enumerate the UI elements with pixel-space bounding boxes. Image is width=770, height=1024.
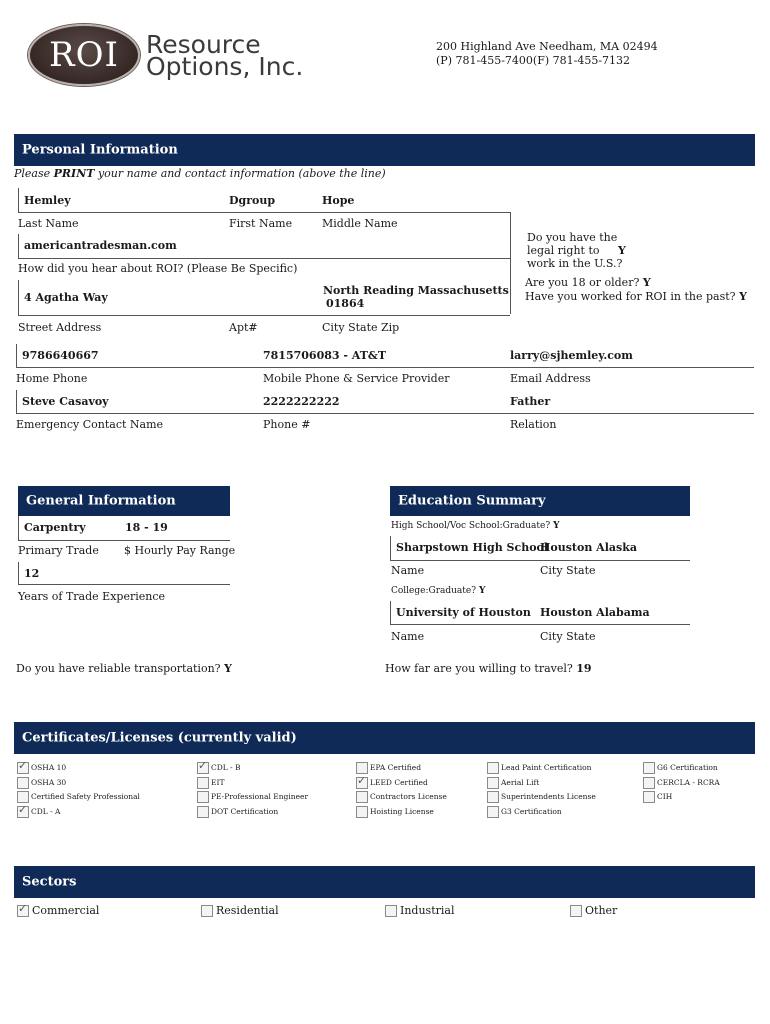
hs-graduate-answer[interactable]: Y — [553, 521, 560, 531]
first-name-label: First Name — [229, 217, 293, 230]
age-question — [525, 276, 651, 289]
certificate-checkbox[interactable] — [356, 773, 368, 789]
years-value[interactable]: 12 — [24, 567, 40, 580]
travel-question-text: How far are you willing to travel? — [385, 662, 573, 675]
home-phone-value[interactable]: 9786640667 — [22, 349, 99, 362]
sector-checkbox[interactable] — [385, 905, 397, 917]
apt-label: Apt# — [229, 321, 258, 334]
legal-right-q2: legal right to — [527, 244, 600, 257]
transportation-question — [16, 662, 232, 675]
pay-range-label: $ Hourly Pay Range — [124, 544, 236, 557]
transportation-answer[interactable]: Y — [224, 662, 232, 675]
hs-name-label: Name — [391, 564, 425, 577]
legal-right-answer[interactable]: Y — [618, 244, 626, 257]
hs-name-value[interactable]: Sharpstown High School — [396, 541, 549, 554]
certificate-label: DOT Certification — [211, 806, 279, 816]
worked-answer[interactable]: Y — [739, 290, 747, 303]
certificate-label: Superintendents License — [501, 792, 596, 801]
certificate-checkbox[interactable] — [487, 806, 499, 818]
check-mark-icon: ✓ — [198, 759, 208, 772]
personal-info-header — [14, 134, 755, 166]
college-city-value[interactable]: Houston Alabama — [540, 606, 650, 619]
education-header — [390, 486, 690, 516]
certificate-label: Hoisting License — [370, 806, 434, 816]
certificate-label: G6 Certification — [657, 763, 718, 772]
zip-value[interactable]: 01864 — [326, 297, 365, 310]
company-phones: (P) 781-455-7400(F) 781-455-7132 — [436, 54, 631, 67]
relation-label: Relation — [510, 418, 557, 431]
company-name — [146, 30, 304, 81]
certificate-label: Contractors License — [370, 792, 447, 801]
logo-text: ROI — [49, 35, 119, 75]
sector-label: Other — [585, 904, 618, 917]
certificate-checkbox[interactable] — [197, 806, 209, 818]
hs-city-label: City State — [540, 564, 596, 577]
instruction-post: your name and contact information (above the line) — [94, 167, 386, 180]
certificate-label: CIH — [657, 792, 673, 801]
certificate-label: G3 Certification — [501, 806, 562, 816]
city-state-value[interactable]: North Reading Massachusetts — [323, 284, 509, 297]
sector-checkbox[interactable] — [570, 905, 582, 917]
emergency-phone-label: Phone # — [263, 418, 311, 431]
age-question-text: Are you 18 or older? — [525, 276, 640, 289]
instruction-pre: Please — [14, 167, 54, 180]
heard-about-label: How did you hear about ROI? (Please Be Specific) — [18, 262, 298, 275]
trade-label: Primary Trade — [18, 544, 99, 557]
certificate-checkbox[interactable] — [17, 759, 29, 774]
sector-label: Residential — [216, 904, 279, 917]
college-question-text: College:Graduate? — [391, 586, 477, 596]
legal-right-q1: Do you have the — [527, 231, 618, 244]
certificate-checkbox[interactable] — [197, 791, 209, 803]
sector-checkbox[interactable] — [201, 905, 213, 917]
sector-label: Commercial — [32, 904, 100, 917]
company-name-line2: Options, Inc. — [146, 52, 304, 81]
instruction-bold: PRINT — [53, 167, 95, 180]
check-mark-icon: ✓ — [18, 802, 28, 816]
street-value[interactable]: 4 Agatha Way — [24, 291, 108, 304]
roi-logo — [28, 24, 140, 86]
certificate-label: OSHA 10 — [31, 763, 67, 772]
certificate-checkbox[interactable] — [487, 762, 499, 774]
certificate-checkbox[interactable] — [643, 791, 655, 803]
certificate-label: CDL - A — [31, 806, 61, 816]
college-name-value[interactable]: University of Houston — [396, 606, 531, 619]
sectors-header — [14, 866, 755, 898]
first-name-value[interactable]: Dgroup — [229, 194, 276, 207]
hs-graduate-question — [391, 521, 560, 531]
college-graduate-question — [391, 586, 485, 596]
sector-label: Industrial — [400, 904, 455, 917]
college-city-label: City State — [540, 630, 596, 643]
check-mark-icon: ✓ — [18, 902, 28, 915]
certificate-checkbox[interactable] — [197, 759, 209, 774]
certificate-label: CDL - B — [211, 763, 241, 772]
emergency-phone-value[interactable]: 2222222222 — [263, 395, 340, 408]
years-label: Years of Trade Experience — [18, 590, 165, 603]
pay-range-value[interactable]: 18 - 19 — [125, 521, 168, 534]
personal-info-title: Personal Information — [22, 142, 178, 158]
certificate-checkbox[interactable] — [356, 791, 368, 803]
certificate-label: EIT — [211, 777, 225, 787]
certificates-header — [14, 722, 755, 754]
company-name-line1: Resource — [146, 30, 261, 59]
last-name-value[interactable]: Hemley — [24, 194, 71, 207]
worked-question — [525, 290, 747, 303]
certificate-checkbox[interactable] — [17, 791, 29, 803]
check-mark-icon: ✓ — [357, 773, 367, 787]
middle-name-label: Middle Name — [322, 217, 398, 230]
home-phone-label: Home Phone — [16, 372, 88, 385]
certificate-label: Lead Paint Certification — [501, 763, 592, 772]
college-graduate-answer[interactable]: Y — [478, 586, 486, 596]
mobile-phone-label: Mobile Phone & Service Provider — [263, 372, 450, 385]
travel-answer[interactable]: 19 — [576, 662, 592, 675]
hs-city-value[interactable]: Houston Alaska — [540, 541, 637, 554]
age-answer[interactable]: Y — [642, 276, 651, 289]
certificate-checkbox[interactable] — [487, 791, 499, 803]
certificate-label: LEED Certified — [370, 777, 428, 787]
last-name-label: Last Name — [18, 217, 79, 230]
hs-question-text: High School/Voc School:Graduate? — [391, 521, 551, 531]
emergency-name-value[interactable]: Steve Casavoy — [22, 395, 109, 408]
sector-checkbox[interactable] — [17, 902, 29, 917]
transportation-question-text: Do you have reliable transportation? — [16, 662, 221, 675]
street-label: Street Address — [18, 321, 102, 334]
certificate-label: OSHA 30 — [31, 777, 67, 787]
relation-value[interactable]: Father — [510, 395, 551, 408]
heard-about-value[interactable]: americantradesman.com — [24, 239, 177, 252]
city-state-zip-label: City State Zip — [322, 321, 400, 334]
certificate-checkbox[interactable] — [197, 777, 209, 789]
sectors-title: Sectors — [22, 874, 77, 890]
college-name-label: Name — [391, 630, 425, 643]
certificate-checkbox[interactable] — [643, 777, 655, 789]
legal-right-q3: work in the U.S.? — [527, 257, 623, 270]
certificate-checkbox[interactable] — [356, 806, 368, 818]
certificate-label: CERCLA - RCRA — [657, 777, 720, 787]
certificates-title: Certificates/Licenses (currently valid) — [22, 730, 297, 746]
general-info-header — [18, 486, 230, 516]
certificate-checkbox[interactable] — [17, 777, 29, 789]
certificate-checkbox[interactable] — [17, 802, 29, 818]
worked-question-text: Have you worked for ROI in the past? — [525, 290, 736, 303]
company-address: 200 Highland Ave Needham, MA 02494 — [436, 40, 658, 53]
certificate-checkbox[interactable] — [356, 762, 368, 774]
emergency-name-label: Emergency Contact Name — [16, 418, 164, 431]
general-info-title: General Information — [26, 493, 176, 509]
email-value[interactable]: larry@sjhemley.com — [510, 349, 633, 362]
certificate-checkbox[interactable] — [487, 777, 499, 789]
trade-value[interactable]: Carpentry — [24, 521, 86, 534]
education-title: Education Summary — [398, 493, 546, 509]
mobile-phone-value[interactable]: 7815706083 - AT&T — [263, 349, 386, 362]
middle-name-value[interactable]: Hope — [322, 194, 355, 207]
travel-question — [385, 662, 592, 675]
check-mark-icon: ✓ — [18, 759, 28, 772]
certificate-label: Aerial Lift — [501, 777, 540, 787]
certificate-label: EPA Certified — [370, 763, 422, 772]
certificate-checkbox[interactable] — [643, 762, 655, 774]
certificate-label: Certified Safety Professional — [31, 792, 140, 801]
print-instruction — [14, 167, 386, 180]
certificate-label: PE-Professional Engineer — [211, 792, 309, 801]
email-label: Email Address — [510, 372, 591, 385]
